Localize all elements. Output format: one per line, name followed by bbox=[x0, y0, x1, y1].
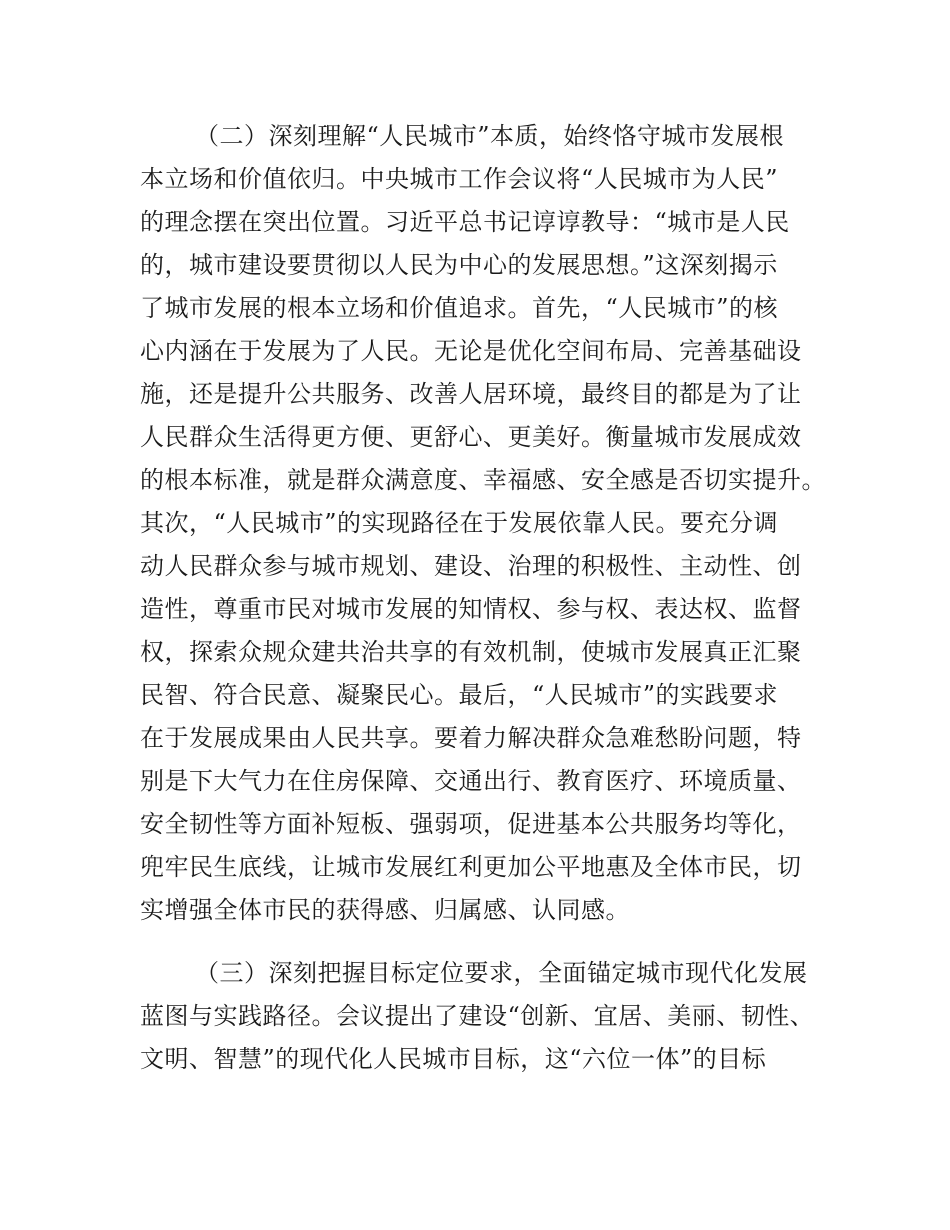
paragraph-line: 造性，尊重市民对城市发展的知情权、参与权、表达权、监督 bbox=[140, 595, 802, 623]
paragraph-section-2 bbox=[140, 115, 826, 932]
paragraph-line: 的，城市建设要贯彻以人民为中心的发展思想。”这深刻揭示 bbox=[140, 251, 778, 279]
paragraph-line: 施，还是提升公共服务、改善人居环境，最终目的都是为了让 bbox=[140, 380, 802, 408]
paragraph-line: （二）深刻理解“人民城市”本质，始终恪守城市发展根 bbox=[195, 122, 785, 150]
paragraph-line: 本立场和价值依归。中央城市工作会议将“人民城市为人民” bbox=[140, 165, 779, 193]
paragraph-line: 的理念摆在突出位置。习近平总书记谆谆教导：“城市是人民 bbox=[140, 208, 790, 236]
paragraph-line: 权，探索众规众建共治共享的有效机制，使城市发展真正汇聚 bbox=[140, 638, 802, 666]
paragraph-line: 心内涵在于发展为了人民。无论是优化空间布局、完善基础设 bbox=[140, 337, 802, 365]
paragraph-line: 安全韧性等方面补短板、强弱项，促进基本公共服务均等化， bbox=[140, 810, 802, 838]
paragraph-section-3 bbox=[140, 952, 820, 1081]
paragraph-line: 实增强全体市民的获得感、归属感、认同感。 bbox=[140, 896, 630, 924]
paragraph-line: 的根本标准，就是群众满意度、幸福感、安全感是否切实提升。 bbox=[140, 466, 826, 494]
paragraph-line: （三）深刻把握目标定位要求，全面锚定城市现代化发展 bbox=[195, 959, 808, 987]
paragraph-line: 人民群众生活得更方便、更舒心、更美好。衡量城市发展成效 bbox=[140, 423, 802, 451]
paragraph-line: 文明、智慧”的现代化人民城市目标，这“六位一体”的目标 bbox=[140, 1045, 767, 1073]
paragraph-line: 在于发展成果由人民共享。要着力解决群众急难愁盼问题，特 bbox=[140, 724, 802, 752]
paragraph-line: 别是下大气力在住房保障、交通出行、教育医疗、环境质量、 bbox=[140, 767, 802, 795]
paragraph-line: 动人民群众参与城市规划、建设、治理的积极性、主动性、创 bbox=[140, 552, 802, 580]
paragraph-line: 了城市发展的根本立场和价值追求。首先，“人民城市”的核 bbox=[140, 294, 779, 322]
paragraph-line: 兜牢民生底线，让城市发展红利更加公平地惠及全体市民，切 bbox=[140, 853, 802, 881]
paragraph-line: 民智、符合民意、凝聚民心。最后，“人民城市”的实践要求 bbox=[140, 681, 779, 709]
paragraph-line: 蓝图与实践路径。会议提出了建设“创新、宜居、美丽、韧性、 bbox=[140, 1002, 815, 1030]
paragraph-line: 其次，“人民城市”的实现路径在于发展依靠人民。要充分调 bbox=[140, 509, 779, 537]
